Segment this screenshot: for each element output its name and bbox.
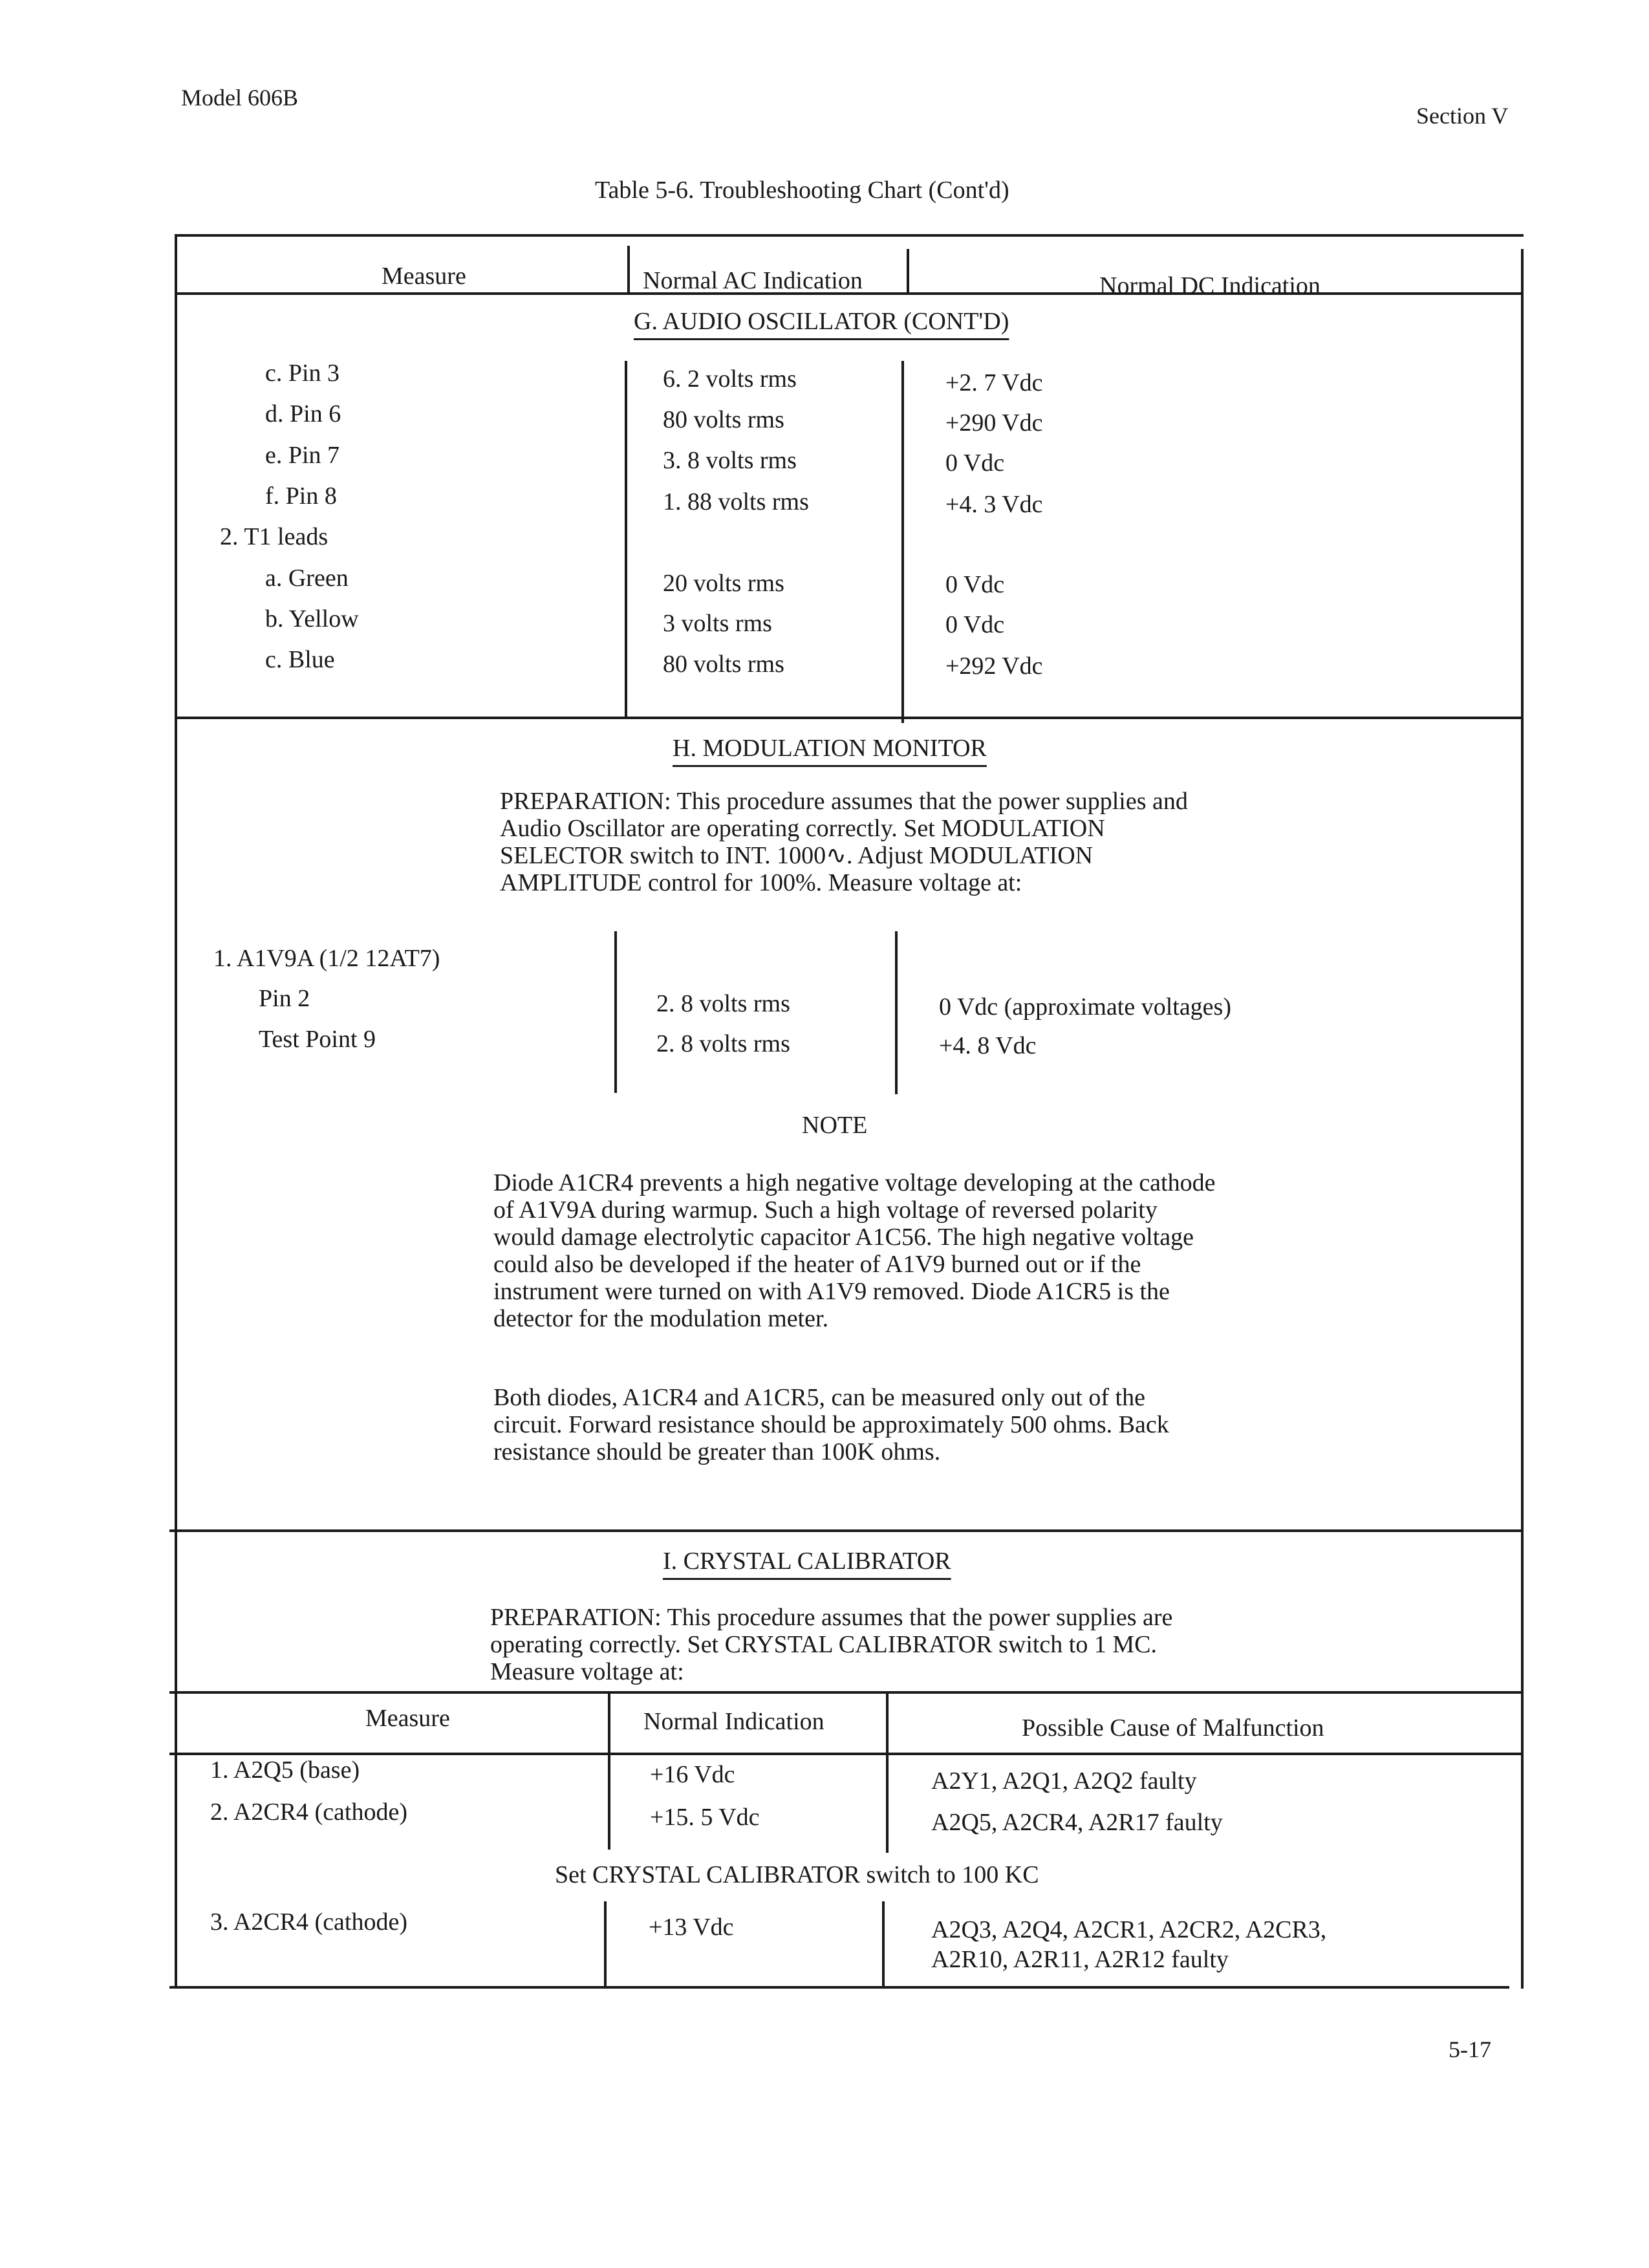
table-row: 2. A2CR4 (cathode) — [210, 1798, 408, 1826]
table-row: A2Q3, A2Q4, A2CR1, A2CR2, A2CR3, — [931, 1916, 1327, 1943]
table-row: A2Q5, A2CR4, A2R17 faulty — [931, 1809, 1223, 1836]
section-i-title: I. CRYSTAL CALIBRATOR — [663, 1548, 951, 1575]
table-row: 3. A2CR4 (cathode) — [210, 1908, 408, 1936]
table-row: +16 Vdc — [650, 1761, 735, 1788]
column-header-ac: Normal AC Indication — [643, 267, 863, 294]
section-i-row3-divider-1 — [604, 1901, 607, 1989]
section-i-header-cause: Possible Cause of Malfunction — [1022, 1714, 1324, 1742]
table-row: 3. 8 volts rms — [663, 447, 797, 474]
section-h-title: H. MODULATION MONITOR — [673, 735, 987, 762]
section-h-divider-2 — [895, 931, 898, 1094]
table-row: 0 Vdc (approximate voltages) — [939, 993, 1231, 1021]
table-caption: Table 5-6. Troubleshooting Chart (Cont'd) — [595, 177, 1009, 204]
note-paragraph-2: Both diodes, A1CR4 and A1CR5, can be measured only out of the circuit. Forward resistance should be approximately 500 ohms. Back resistance should be greater than 100K ohms. — [493, 1384, 1169, 1465]
table-row: +2. 7 Vdc — [945, 369, 1043, 396]
section-g-bottom-border — [175, 717, 1524, 719]
column-header-dc: Normal DC Indication — [1099, 272, 1320, 299]
section-i-header-measure: Measure — [365, 1705, 450, 1732]
note-paragraph-1: Diode A1CR4 prevents a high negative voltage developing at the cathode of A1V9A during warmup. Such a high voltage of reversed polarity would damage electrolytic capacitor A1C56. The high negative voltage could also be developed if the heater of A1V9 burned out or if the instrument were turned on with A1V9 removed. Diode A1CR5 is the detector for the modulation meter. — [493, 1169, 1216, 1332]
table-top-border — [175, 234, 1524, 237]
table-row: Pin 2 — [259, 985, 310, 1012]
table-row: A2R10, A2R11, A2R12 faulty — [931, 1946, 1229, 1973]
table-row: a. Green — [265, 565, 349, 592]
switch-note: Set CRYSTAL CALIBRATOR switch to 100 KC — [555, 1861, 1039, 1888]
table-row: 20 volts rms — [663, 570, 784, 597]
column-header-measure: Measure — [382, 263, 466, 290]
table-row: b. Yellow — [265, 605, 359, 632]
section-h-bottom-border — [169, 1529, 1521, 1532]
header-divider-2 — [907, 249, 909, 294]
section-header: Section V — [1416, 103, 1509, 129]
model-header: Model 606B — [181, 85, 299, 111]
section-i-header-normal: Normal Indication — [643, 1708, 824, 1735]
table-row: 0 Vdc — [945, 571, 1005, 598]
section-i-row3-divider-2 — [882, 1901, 885, 1989]
header-divider-1 — [627, 246, 630, 294]
table-row: 6. 2 volts rms — [663, 365, 797, 393]
table-row: c. Blue — [265, 646, 335, 673]
table-row: 2. 8 volts rms — [656, 990, 790, 1017]
table-row: A2Y1, A2Q1, A2Q2 faulty — [931, 1767, 1197, 1795]
table-row: 80 volts rms — [663, 406, 784, 433]
table-row: +4. 3 Vdc — [945, 491, 1043, 518]
section-i-divider-2 — [886, 1691, 889, 1853]
table-row: 1. A1V9A (1/2 12AT7) — [213, 945, 440, 972]
section-h-divider-1 — [614, 931, 617, 1093]
section-h-preparation: PREPARATION: This procedure assumes that the power supplies and Audio Oscillator are operating correctly. Set MODULATION SELECTOR switch to INT. 1000∿. Adjust MODULATION AMPLITUDE control for 100%. Measure voltage at: — [500, 788, 1188, 896]
section-g-divider-1 — [625, 361, 627, 717]
table-row: +4. 8 Vdc — [939, 1032, 1037, 1059]
table-left-border — [175, 234, 177, 1989]
table-row: f. Pin 8 — [265, 482, 337, 510]
table-row: 1. 88 volts rms — [663, 488, 809, 515]
table-right-border — [1521, 249, 1524, 1989]
table-bottom-border — [169, 1986, 1509, 1989]
section-i-header-top — [169, 1691, 1521, 1694]
section-i-divider-1 — [608, 1691, 610, 1850]
table-row: 3 volts rms — [663, 610, 772, 637]
table-row: 1. A2Q5 (base) — [210, 1756, 360, 1784]
table-row: Test Point 9 — [259, 1026, 376, 1053]
table-row: 80 volts rms — [663, 651, 784, 678]
table-row: c. Pin 3 — [265, 360, 340, 387]
section-i-header-bottom — [169, 1753, 1521, 1755]
table-row: d. Pin 6 — [265, 400, 341, 427]
section-i-preparation: PREPARATION: This procedure assumes that the power supplies are operating correctly. Set CRYSTAL CALIBRATOR switch to 1 MC. Measure voltage at: — [490, 1604, 1173, 1685]
page-number: 5-17 — [1449, 2036, 1491, 2062]
table-row: 0 Vdc — [945, 611, 1005, 638]
section-g-divider-2 — [901, 361, 904, 723]
table-row: +292 Vdc — [945, 653, 1043, 680]
table-row: 0 Vdc — [945, 449, 1005, 477]
table-row: +290 Vdc — [945, 409, 1043, 437]
table-row: 2. 8 volts rms — [656, 1030, 790, 1057]
table-row: +15. 5 Vdc — [650, 1804, 760, 1831]
table-row: 2. T1 leads — [220, 523, 329, 550]
note-title: NOTE — [802, 1112, 868, 1139]
table-row: e. Pin 7 — [265, 442, 340, 469]
table-row: +13 Vdc — [649, 1914, 734, 1941]
section-g-title: G. AUDIO OSCILLATOR (CONT'D) — [634, 308, 1009, 335]
